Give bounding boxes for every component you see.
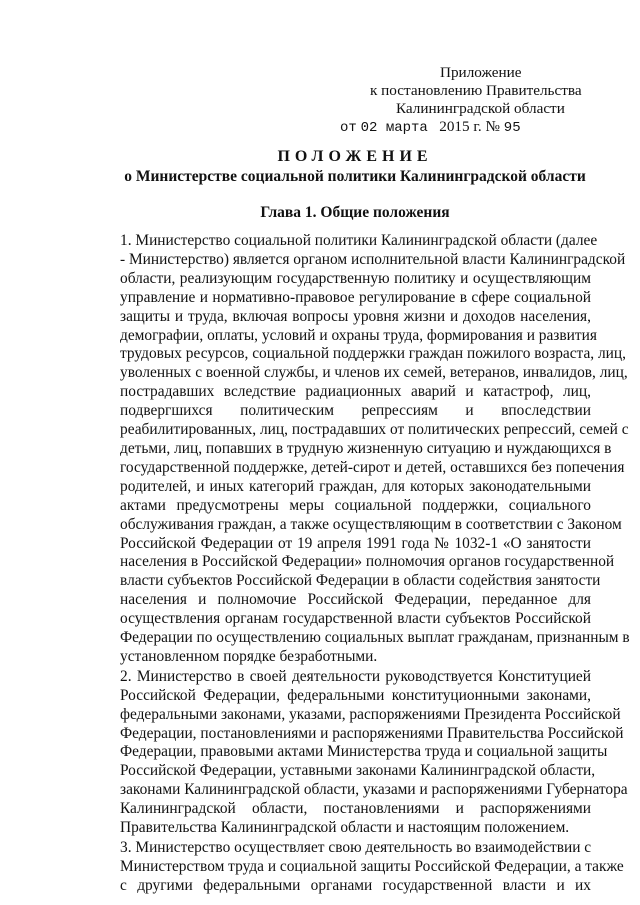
appendix-date: 02 марта	[360, 120, 428, 136]
paragraph-line: 1. Министерство социальной политики Калининградской области (далее	[120, 232, 598, 249]
paragraph-line: Российской Федерации от 19 апреля 1991 года № 1032-1 «О занятости	[120, 534, 591, 552]
paragraph-line: Правительства Калининградской области и настоящим положением.	[120, 819, 570, 837]
document-title: ПОЛОЖЕНИЕ	[277, 148, 433, 165]
paragraph-line: установленном порядке безработными.	[120, 647, 378, 665]
paragraph-line: детьми, лиц, попавших в трудную жизненную ситуацию и нуждающихся в	[120, 439, 612, 457]
paragraph-line: Российской Федерации, уставными законами Калининградской области,	[120, 762, 596, 780]
paragraph-3	[90, 839, 624, 896]
paragraph-line: уволенных с военной службы, и членов их семей, ветеранов, инвалидов, лиц,	[120, 364, 628, 382]
paragraph-line: с другими федеральными органами государственной власти и их	[120, 876, 591, 894]
paragraph-line: пострадавших вследствие радиационных аварий и катастроф, лиц,	[120, 383, 591, 401]
appendix-block	[340, 64, 600, 137]
appendix-label: Приложение	[440, 64, 522, 81]
paragraph-line: власти субъектов Российской Федерации в области содействия занятости	[120, 572, 601, 590]
paragraph-line: обслуживания граждан, а также осуществляющим в соответствии с Законом	[120, 515, 622, 533]
paragraph-line: подвергшихся политическим репрессиям и впоследствии	[120, 402, 591, 420]
appendix-number: 95	[503, 120, 521, 136]
paragraph-line: демографии, оплаты, условий и охраны труда, формирования и развития	[120, 326, 597, 344]
paragraph-line: трудовых ресурсов, социальной поддержки граждан пожилого возраста, лиц,	[120, 345, 626, 363]
document-subtitle: о Министерстве социальной политики Калининградской области	[124, 168, 586, 185]
chapter-heading: Глава 1. Общие положения	[260, 204, 450, 221]
appendix-year: 2015 г.	[439, 118, 482, 135]
appendix-decree-ref: к постановлению Правительства	[370, 82, 582, 99]
appendix-date-prefix: от	[340, 120, 357, 136]
paragraph-line: 3. Министерство осуществляет свою деятельность во взаимодействии с	[120, 839, 592, 856]
paragraph-line: Министерством труда и социальной защиты Российской Федерации, а также	[120, 857, 624, 875]
appendix-region: Калининградской области	[396, 100, 565, 117]
paragraph-line: управление и нормативно-правовое регулирование в сфере социальной	[120, 288, 591, 306]
paragraph-line: - Министерство) является органом исполнительной власти Калининградской	[120, 250, 626, 268]
appendix-number-sign: №	[485, 118, 500, 135]
paragraph-line: реабилитированных, лиц, пострадавших от политических репрессий, семей с	[120, 421, 629, 439]
paragraph-line: законами Калининградской области, указами и распоряжениями Губернатора	[120, 781, 628, 799]
paragraph-line: Федерации по осуществлению социальных выплат гражданам, признанным в	[120, 629, 630, 647]
paragraph-line: населения и полномочие Российской Федерации, переданное для	[120, 591, 591, 609]
paragraph-line: государственной поддержке, детей-сирот и детей, оставшихся без попечения	[120, 458, 625, 476]
paragraph-line: актами предусмотрены меры социальной поддержки, социального	[120, 496, 591, 514]
paragraph-line: защиты и труда, включая вопросы уровня жизни и доходов населения,	[120, 307, 591, 325]
paragraph-line: населения в Российской Федерации» полномочия органов государственной	[120, 553, 615, 571]
paragraph-line: Калининградской области, постановлениями и распоряжениями	[120, 800, 591, 818]
paragraph-2	[90, 667, 628, 838]
appendix-date-line	[340, 118, 600, 137]
paragraph-line: родителей, и иных категорий граждан, для которых законодательными	[120, 477, 591, 495]
paragraph-line: Федерации, правовыми актами Министерства труда и социальной защиты	[120, 743, 608, 761]
paragraph-line: осуществления органам государственной власти субъектов Российской	[120, 610, 591, 628]
paragraph-line: Федерации, постановлениями и распоряжениями Правительства Российской	[120, 724, 624, 742]
paragraph-line: области, реализующим государственную политику и осуществляющим	[120, 269, 591, 287]
document-body	[90, 232, 630, 897]
paragraph-line: 2. Министерство в своей деятельности руководствуется Конституцией	[120, 667, 591, 685]
paragraph-line: Российской Федерации, федеральными конституционными законами,	[120, 686, 591, 704]
paragraph-1	[90, 232, 630, 667]
paragraph-line: федеральными законами, указами, распоряжениями Президента Российской	[120, 705, 621, 723]
